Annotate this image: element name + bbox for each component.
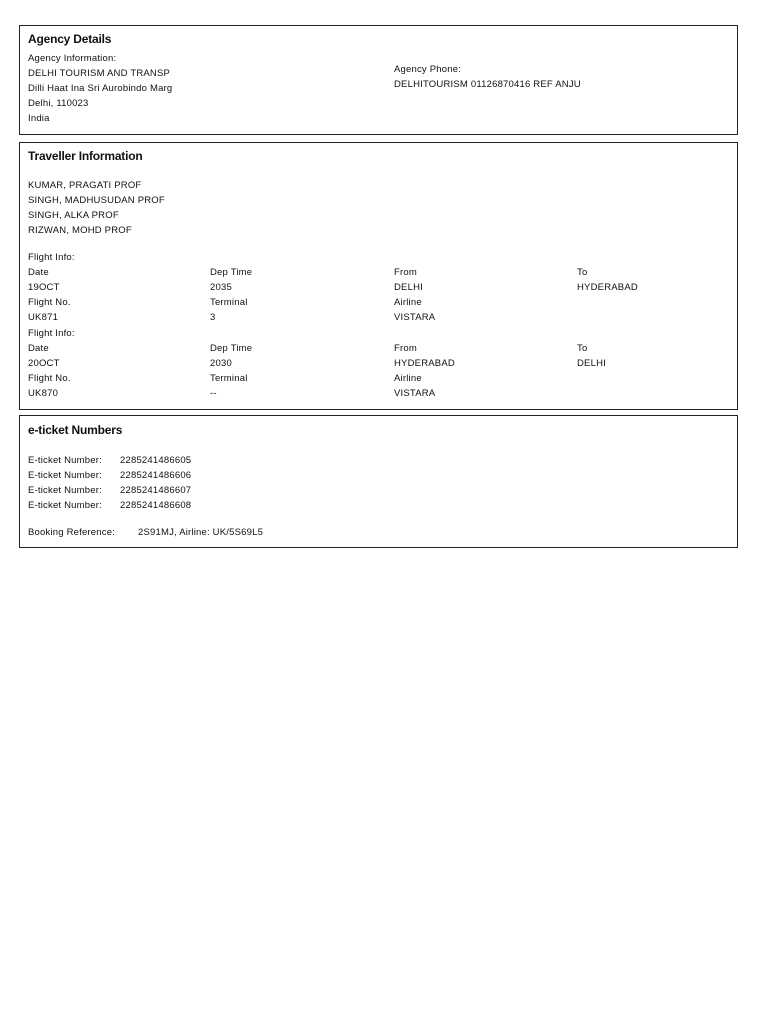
agency-details-title: Agency Details bbox=[28, 32, 112, 46]
traveller-name: SINGH, ALKA PROF bbox=[28, 210, 119, 221]
booking-reference-label: Booking Reference: bbox=[28, 527, 116, 538]
agency-country: India bbox=[28, 113, 50, 124]
agency-phone-label: Agency Phone: bbox=[394, 64, 462, 75]
agency-details-section bbox=[19, 25, 738, 135]
airline-label: Airline bbox=[394, 373, 422, 384]
flight-date: 20OCT bbox=[28, 358, 60, 369]
eticket-number: 2285241486607 bbox=[120, 485, 192, 496]
flight-dep-time: 2035 bbox=[210, 282, 232, 293]
agency-name: DELHI TOURISM AND TRANSP bbox=[28, 68, 171, 79]
agency-address: Dilli Haat Ina Sri Aurobindo Marg bbox=[28, 83, 173, 94]
eticket-label: E-ticket Number: bbox=[28, 500, 102, 511]
traveller-information-section bbox=[19, 142, 738, 410]
terminal-label: Terminal bbox=[210, 297, 248, 308]
flight-from: DELHI bbox=[394, 282, 423, 293]
terminal-label: Terminal bbox=[210, 373, 248, 384]
flight-dep-time: 2030 bbox=[210, 358, 232, 369]
eticket-label: E-ticket Number: bbox=[28, 485, 102, 496]
eticket-title: e-ticket Numbers bbox=[28, 423, 123, 437]
traveller-name: KUMAR, PRAGATI PROF bbox=[28, 180, 142, 191]
airline-label: Airline bbox=[394, 297, 422, 308]
flight-to: DELHI bbox=[577, 358, 606, 369]
booking-reference: 2S91MJ, Airline: UK/5S69L5 bbox=[138, 527, 264, 538]
agency-phone: DELHITOURISM 01126870416 REF ANJU bbox=[394, 79, 581, 90]
flight-no-label: Flight No. bbox=[28, 373, 71, 384]
to-label: To bbox=[577, 343, 588, 354]
flight-from: HYDERABAD bbox=[394, 358, 455, 369]
flight-terminal: -- bbox=[210, 388, 217, 399]
date-label: Date bbox=[28, 267, 49, 278]
eticket-number: 2285241486605 bbox=[120, 455, 192, 466]
agency-city: Delhi, 110023 bbox=[28, 98, 89, 109]
flight-info-label: Flight Info: bbox=[28, 252, 75, 263]
to-label: To bbox=[577, 267, 588, 278]
flight-terminal: 3 bbox=[210, 312, 216, 323]
dep-time-label: Dep Time bbox=[210, 267, 253, 278]
flight-to: HYDERABAD bbox=[577, 282, 638, 293]
flight-date: 19OCT bbox=[28, 282, 60, 293]
traveller-name: SINGH, MADHUSUDAN PROF bbox=[28, 195, 165, 206]
flight-info-label: Flight Info: bbox=[28, 328, 75, 339]
from-label: From bbox=[394, 343, 417, 354]
traveller-name: RIZWAN, MOHD PROF bbox=[28, 225, 132, 236]
eticket-numbers-section bbox=[19, 415, 738, 548]
agency-info-label: Agency Information: bbox=[28, 53, 117, 64]
traveller-information-title: Traveller Information bbox=[28, 149, 143, 163]
date-label: Date bbox=[28, 343, 49, 354]
dep-time-label: Dep Time bbox=[210, 343, 253, 354]
eticket-number: 2285241486606 bbox=[120, 470, 192, 481]
flight-no-label: Flight No. bbox=[28, 297, 71, 308]
flight-airline: VISTARA bbox=[394, 312, 436, 323]
from-label: From bbox=[394, 267, 417, 278]
eticket-label: E-ticket Number: bbox=[28, 455, 102, 466]
flight-number: UK870 bbox=[28, 388, 59, 399]
eticket-number: 2285241486608 bbox=[120, 500, 192, 511]
eticket-label: E-ticket Number: bbox=[28, 470, 102, 481]
flight-airline: VISTARA bbox=[394, 388, 436, 399]
flight-number: UK871 bbox=[28, 312, 59, 323]
